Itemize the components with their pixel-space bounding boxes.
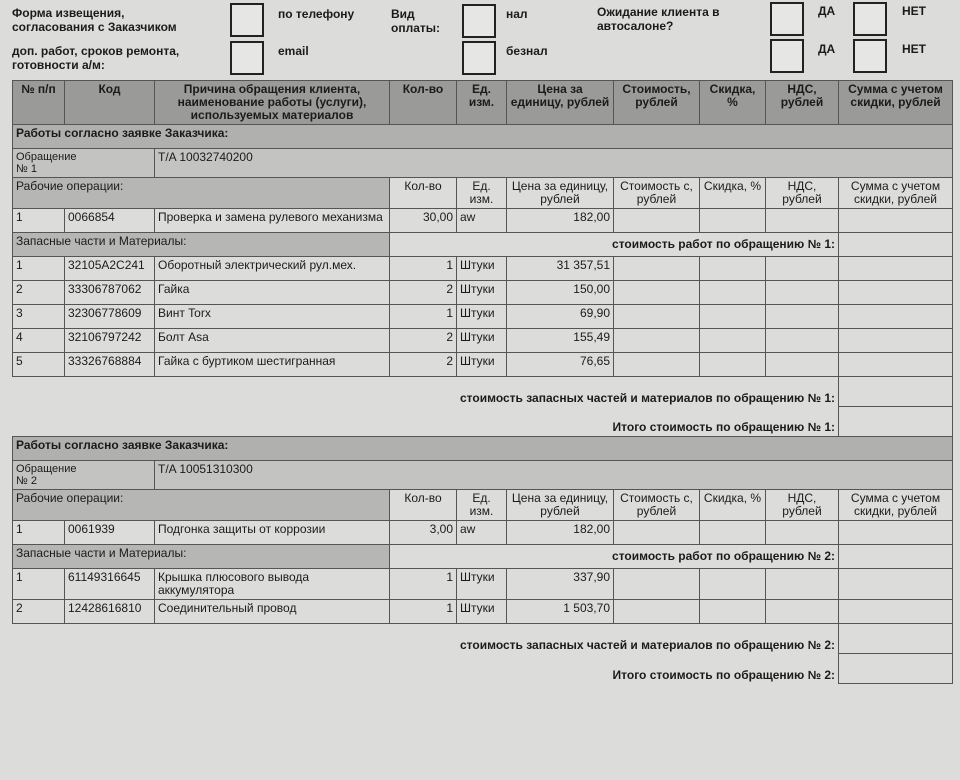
parts-total-label: стоимость запасных частей и материалов по обращению № 2: — [13, 624, 839, 654]
table-cell: 69,90 — [507, 305, 614, 329]
table-cell: Штуки — [457, 281, 507, 305]
table-cell: 155,49 — [507, 329, 614, 353]
table-cell: 182,00 — [507, 209, 614, 233]
table-cell: 0066854 — [65, 209, 155, 233]
no-label: НЕТ — [902, 42, 926, 56]
table-cell[interactable] — [839, 305, 953, 329]
table-cell: 2 — [390, 353, 457, 377]
request-code: T/A 10032740200 — [155, 149, 953, 178]
work-total-label: стоимость работ по обращению № 2: — [390, 545, 839, 569]
table-cell[interactable] — [766, 209, 839, 233]
grand-total-value[interactable] — [839, 654, 953, 684]
table-cell[interactable] — [700, 600, 766, 624]
table-cell: 32105A2C241 — [65, 257, 155, 281]
work-total-label: стоимость работ по обращению № 1: — [390, 233, 839, 257]
table-cell[interactable] — [700, 209, 766, 233]
table-cell[interactable] — [839, 329, 953, 353]
table-cell: Винт Torx — [155, 305, 390, 329]
grand-total-row — [13, 407, 953, 437]
table-cell: Крышка плюсового вывода аккумулятора — [155, 569, 390, 600]
phone-checkbox[interactable] — [230, 3, 264, 37]
table-cell: 1 — [13, 257, 65, 281]
table-cell: Гайка с буртиком шестигранная — [155, 353, 390, 377]
cashless-label: безнал — [506, 44, 548, 58]
table-cell: Штуки — [457, 329, 507, 353]
table-cell: 1 — [390, 257, 457, 281]
table-cell: Болт Asa — [155, 329, 390, 353]
extra-yes-checkbox[interactable] — [770, 39, 804, 73]
table-cell[interactable] — [614, 209, 700, 233]
table-cell[interactable] — [766, 569, 839, 600]
table-cell[interactable] — [700, 521, 766, 545]
table-cell: 4 — [13, 329, 65, 353]
cash-label: нал — [506, 7, 528, 21]
payment-type-label: Вид оплаты: — [391, 7, 440, 35]
operations-header-row — [13, 490, 953, 521]
table-cell[interactable] — [839, 353, 953, 377]
parts-total-label: стоимость запасных частей и материалов по обращению № 1: — [13, 377, 839, 407]
column-header: Стоимость, рублей — [614, 81, 700, 125]
table-cell[interactable] — [700, 281, 766, 305]
sub-column-header: Цена за единицу, рублей — [507, 178, 614, 209]
request-row — [13, 149, 953, 178]
table-cell[interactable] — [614, 329, 700, 353]
table-row — [13, 329, 953, 353]
sub-column-header: Цена за единицу, рублей — [507, 490, 614, 521]
table-cell: 32306778609 — [65, 305, 155, 329]
table-row — [13, 305, 953, 329]
table-cell: 1 — [390, 569, 457, 600]
parts-label: Запасные части и Материалы: — [13, 545, 390, 569]
table-cell[interactable] — [700, 257, 766, 281]
table-cell[interactable] — [614, 281, 700, 305]
table-cell: 0061939 — [65, 521, 155, 545]
sub-column-header: НДС, рублей — [766, 178, 839, 209]
email-checkbox[interactable] — [230, 41, 264, 75]
table-row — [13, 257, 953, 281]
sub-column-header: Сумма с учетом скидки, рублей — [839, 490, 953, 521]
table-cell: 32106797242 — [65, 329, 155, 353]
table-row — [13, 569, 953, 600]
grand-total-value[interactable] — [839, 407, 953, 437]
table-cell: 1 — [13, 209, 65, 233]
column-header: Цена за единицу, рублей — [507, 81, 614, 125]
table-cell: 1 — [13, 569, 65, 600]
parts-header-row — [13, 545, 953, 569]
column-header: Причина обращения клиента, наименование работы (услуги), используемых материалов — [155, 81, 390, 125]
works-table — [12, 80, 953, 684]
column-header: Сумма с учетом скидки, рублей — [839, 81, 953, 125]
table-cell: 33326768884 — [65, 353, 155, 377]
parts-total-value[interactable] — [839, 377, 953, 407]
table-cell: 150,00 — [507, 281, 614, 305]
request-label: Обращение № 1 — [13, 149, 155, 178]
sub-column-header: Стоимость с, рублей — [614, 178, 700, 209]
table-cell[interactable] — [839, 521, 953, 545]
table-row — [13, 521, 953, 545]
table-cell[interactable] — [700, 329, 766, 353]
table-cell: 2 — [390, 281, 457, 305]
parts-header-row — [13, 233, 953, 257]
column-header: Кол-во — [390, 81, 457, 125]
table-cell: 182,00 — [507, 521, 614, 545]
notice-form-label: Форма извещения, согласования с Заказчиком — [12, 6, 177, 34]
table-cell: 337,90 — [507, 569, 614, 600]
table-cell: 3,00 — [390, 521, 457, 545]
table-row — [13, 353, 953, 377]
table-cell[interactable] — [614, 600, 700, 624]
table-cell[interactable] — [839, 209, 953, 233]
table-cell: Подгонка защиты от коррозии — [155, 521, 390, 545]
table-cell: 1 — [13, 521, 65, 545]
table-cell[interactable] — [839, 600, 953, 624]
table-cell: Штуки — [457, 569, 507, 600]
column-header: № п/п — [13, 81, 65, 125]
column-header: Код — [65, 81, 155, 125]
sub-column-header: Скидка, % — [700, 490, 766, 521]
table-cell: 3 — [13, 305, 65, 329]
table-cell[interactable] — [614, 569, 700, 600]
sub-column-header: Ед. изм. — [457, 178, 507, 209]
table-row — [13, 600, 953, 624]
extra-no-checkbox[interactable] — [853, 39, 887, 73]
table-cell: aw — [457, 521, 507, 545]
yes-label: ДА — [818, 4, 836, 18]
cashless-checkbox[interactable] — [462, 41, 496, 75]
grand-total-row — [13, 654, 953, 684]
table-cell[interactable] — [766, 329, 839, 353]
column-header: Ед. изм. — [457, 81, 507, 125]
table-cell: 61149316645 — [65, 569, 155, 600]
table-cell[interactable] — [839, 281, 953, 305]
parts-total-row — [13, 377, 953, 407]
extra-works-label: доп. работ, сроков ремонта, готовности а/м: — [12, 44, 180, 72]
table-cell: 12428616810 — [65, 600, 155, 624]
table-cell[interactable] — [766, 257, 839, 281]
work-total-value[interactable] — [839, 233, 953, 257]
table-cell: 33306787062 — [65, 281, 155, 305]
client-wait-label: Ожидание клиента в автосалоне? — [597, 5, 720, 33]
column-header: НДС, рублей — [766, 81, 839, 125]
grand-total-label: Итого стоимость по обращению № 1: — [13, 407, 839, 437]
operations-header-row — [13, 178, 953, 209]
table-cell[interactable] — [700, 569, 766, 600]
table-cell: 2 — [13, 600, 65, 624]
by-phone-label: по телефону — [278, 7, 355, 21]
column-header: Скидка, % — [700, 81, 766, 125]
work-total-value[interactable] — [839, 545, 953, 569]
table-cell[interactable] — [766, 305, 839, 329]
table-cell[interactable] — [766, 353, 839, 377]
grand-total-label: Итого стоимость по обращению № 2: — [13, 654, 839, 684]
yes-label: ДА — [818, 42, 836, 56]
email-label: email — [278, 44, 309, 58]
table-cell: 76,65 — [507, 353, 614, 377]
table-cell: 1 — [390, 305, 457, 329]
sub-column-header: Ед. изм. — [457, 490, 507, 521]
table-cell[interactable] — [614, 305, 700, 329]
table-cell[interactable] — [700, 353, 766, 377]
table-cell: 1 — [390, 600, 457, 624]
table-cell: 31 357,51 — [507, 257, 614, 281]
table-header — [13, 81, 953, 125]
table-cell[interactable] — [766, 281, 839, 305]
table-cell[interactable] — [839, 257, 953, 281]
table-cell: Гайка — [155, 281, 390, 305]
table-row — [13, 281, 953, 305]
sub-column-header: НДС, рублей — [766, 490, 839, 521]
table-cell[interactable] — [839, 569, 953, 600]
table-cell: 5 — [13, 353, 65, 377]
operations-label: Рабочие операции: — [13, 490, 390, 521]
table-cell: Соединительный провод — [155, 600, 390, 624]
table-cell: 1 503,70 — [507, 600, 614, 624]
sub-column-header: Стоимость с, рублей — [614, 490, 700, 521]
parts-total-value[interactable] — [839, 624, 953, 654]
request-code: T/A 10051310300 — [155, 461, 953, 490]
cash-checkbox[interactable] — [462, 4, 496, 38]
table-cell[interactable] — [614, 353, 700, 377]
table-cell: Штуки — [457, 305, 507, 329]
section-title: Работы согласно заявке Заказчика: — [13, 125, 953, 149]
table-cell: Штуки — [457, 257, 507, 281]
section-title: Работы согласно заявке Заказчика: — [13, 437, 953, 461]
table-cell: Проверка и замена рулевого механизма — [155, 209, 390, 233]
sub-column-header: Скидка, % — [700, 178, 766, 209]
no-label: НЕТ — [902, 4, 926, 18]
table-cell: Штуки — [457, 353, 507, 377]
table-cell: 2 — [390, 329, 457, 353]
table-cell: Оборотный электрический рул.мех. — [155, 257, 390, 281]
section-title-row — [13, 125, 953, 149]
table-cell[interactable] — [700, 305, 766, 329]
request-row — [13, 461, 953, 490]
request-label: Обращение № 2 — [13, 461, 155, 490]
wait-yes-checkbox[interactable] — [770, 2, 804, 36]
table-cell[interactable] — [766, 600, 839, 624]
table-cell[interactable] — [614, 257, 700, 281]
operations-label: Рабочие операции: — [13, 178, 390, 209]
table-cell: aw — [457, 209, 507, 233]
parts-total-row — [13, 624, 953, 654]
table-cell: 30,00 — [390, 209, 457, 233]
wait-no-checkbox[interactable] — [853, 2, 887, 36]
parts-label: Запасные части и Материалы: — [13, 233, 390, 257]
sub-column-header: Кол-во — [390, 178, 457, 209]
sub-column-header: Кол-во — [390, 490, 457, 521]
table-cell[interactable] — [614, 521, 700, 545]
sub-column-header: Сумма с учетом скидки, рублей — [839, 178, 953, 209]
section-title-row — [13, 437, 953, 461]
table-row — [13, 209, 953, 233]
table-cell: 2 — [13, 281, 65, 305]
table-cell: Штуки — [457, 600, 507, 624]
table-cell[interactable] — [766, 521, 839, 545]
